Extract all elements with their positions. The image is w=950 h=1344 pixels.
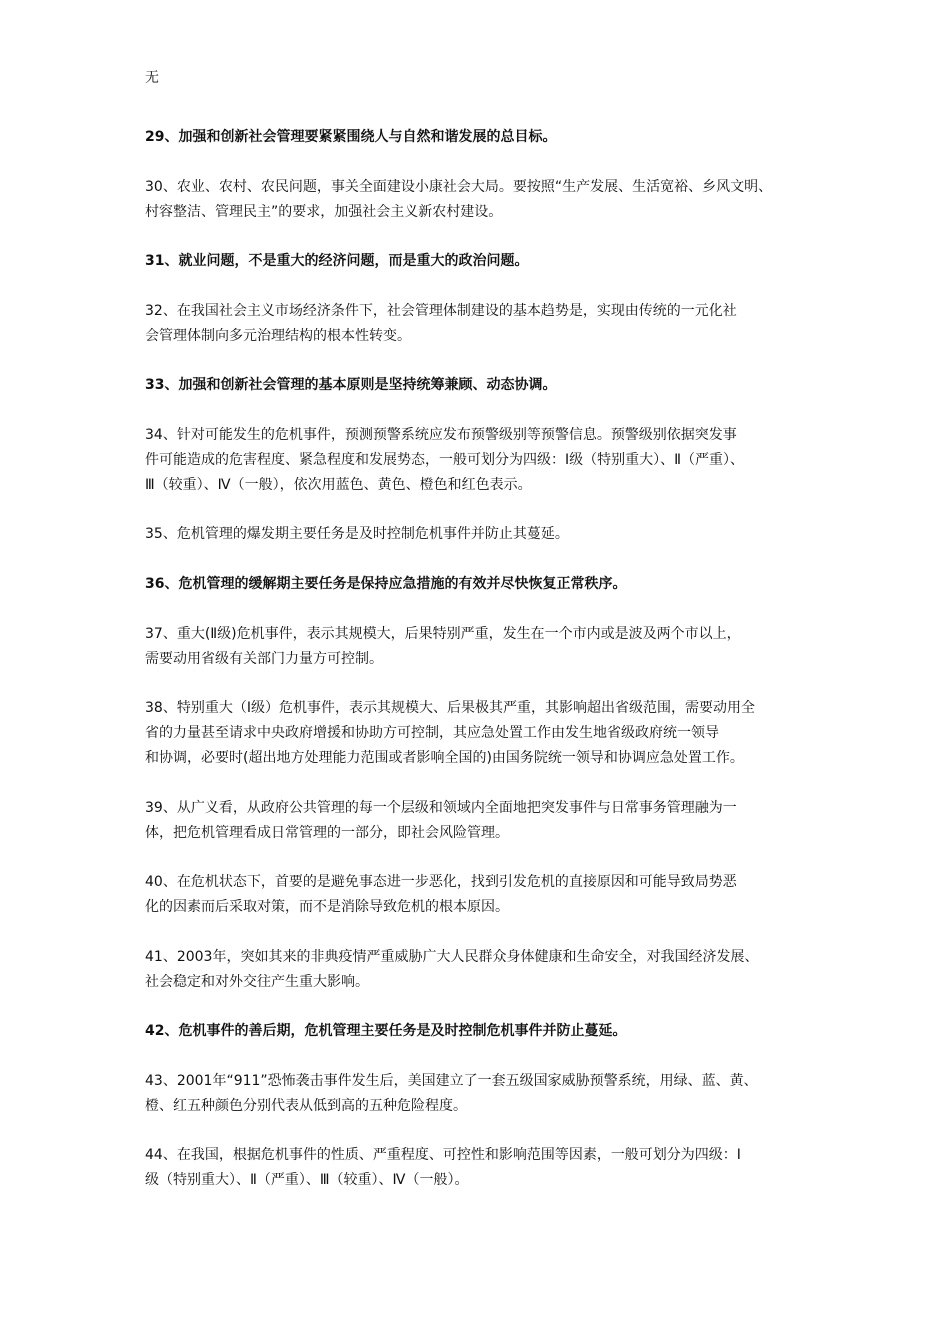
item-30-line-1: 30、农业、农村、农民问题，事关全面建设小康社会大局。要按照“生产发展、生活宽裕、乡风文明、 xyxy=(145,179,773,195)
item-32-line-2: 会管理体制向多元治理结构的根本性转变。 xyxy=(145,328,411,344)
item-29-line-1: 29、加强和创新社会管理要紧紧围绕人与自然和谐发展的总目标。 xyxy=(145,129,557,145)
item-41-line-2: 社会稳定和对外交往产生重大影响。 xyxy=(145,974,369,990)
item-31-line-1: 31、就业问题，不是重大的经济问题，而是重大的政治问题。 xyxy=(145,253,529,269)
item-34-line-2: 件可能造成的危害程度、紧急程度和发展势态，一般可划分为四级：Ⅰ级（特别重大）、Ⅱ（严重）、 xyxy=(145,452,745,468)
item-39-line-1: 39、从广义看，从政府公共管理的每一个层级和领域内全面地把突发事件与日常事务管理融为一 xyxy=(145,800,737,816)
item-35-line-1: 35、危机管理的爆发期主要任务是及时控制危机事件并防止其蔓延。 xyxy=(145,526,569,542)
item-38-line-2: 省的力量甚至请求中央政府增援和协助方可控制，其应急处置工作由发生地省级政府统一领导 xyxy=(145,725,719,741)
item-43-line-1: 43、2001年“911”恐怖袭击事件发生后，美国建立了一套五级国家威胁预警系统，用绿、蓝、黄、 xyxy=(145,1073,758,1089)
item-40-line-1: 40、在危机状态下，首要的是避免事态进一步恶化，找到引发危机的直接原因和可能导致局势恶 xyxy=(145,874,737,890)
item-30-line-2: 村容整洁、管理民主”的要求，加强社会主义新农村建设。 xyxy=(145,204,503,220)
item-42-line-1: 42、危机事件的善后期，危机管理主要任务是及时控制危机事件并防止蔓延。 xyxy=(145,1023,627,1039)
item-39-line-2: 体，把危机管理看成日常管理的一部分，即社会风险管理。 xyxy=(145,825,509,841)
item-34-line-1: 34、针对可能发生的危机事件，预测预警系统应发布预警级别等预警信息。预警级别依据突发事 xyxy=(145,427,737,443)
item-38-line-1: 38、特别重大（Ⅰ级）危机事件，表示其规模大、后果极其严重，其影响超出省级范围，需要动用全 xyxy=(145,700,755,716)
item-38-line-3: 和协调，必要时(超出地方处理能力范围或者影响全国的)由国务院统一领导和协调应急处置工作。 xyxy=(145,750,744,766)
item-44-line-2: 级（特别重大）、Ⅱ（严重）、Ⅲ（较重）、Ⅳ（一般）。 xyxy=(145,1172,469,1188)
item-44-line-1: 44、在我国，根据危机事件的性质、严重程度、可控性和影响范围等因素，一般可划分为四级：Ⅰ xyxy=(145,1147,741,1163)
item-34-line-3: Ⅲ（较重）、Ⅳ（一般），依次用蓝色、黄色、橙色和红色表示。 xyxy=(145,477,532,493)
item-43-line-2: 橙、红五种颜色分别代表从低到高的五种危险程度。 xyxy=(145,1098,467,1114)
item-40-line-2: 化的因素而后采取对策，而不是消除导致危机的根本原因。 xyxy=(145,899,509,915)
item-36-line-1: 36、危机管理的缓解期主要任务是保持应急措施的有效并尽快恢复正常秩序。 xyxy=(145,576,627,592)
text-line-1: 无 xyxy=(145,70,159,86)
item-33-line-1: 33、加强和创新社会管理的基本原则是坚持统筹兼顾、动态协调。 xyxy=(145,377,557,393)
item-32-line-1: 32、在我国社会主义市场经济条件下，社会管理体制建设的基本趋势是，实现由传统的一元化社 xyxy=(145,303,737,319)
item-37-line-1: 37、重大(Ⅱ级)危机事件，表示其规模大，后果特别严重，发生在一个市内或是波及两个市以上， xyxy=(145,626,741,642)
item-41-line-1: 41、2003年，突如其来的非典疫情严重威胁广大人民群众身体健康和生命安全，对我国经济发展、 xyxy=(145,949,759,965)
item-37-line-2: 需要动用省级有关部门力量方可控制。 xyxy=(145,651,383,667)
